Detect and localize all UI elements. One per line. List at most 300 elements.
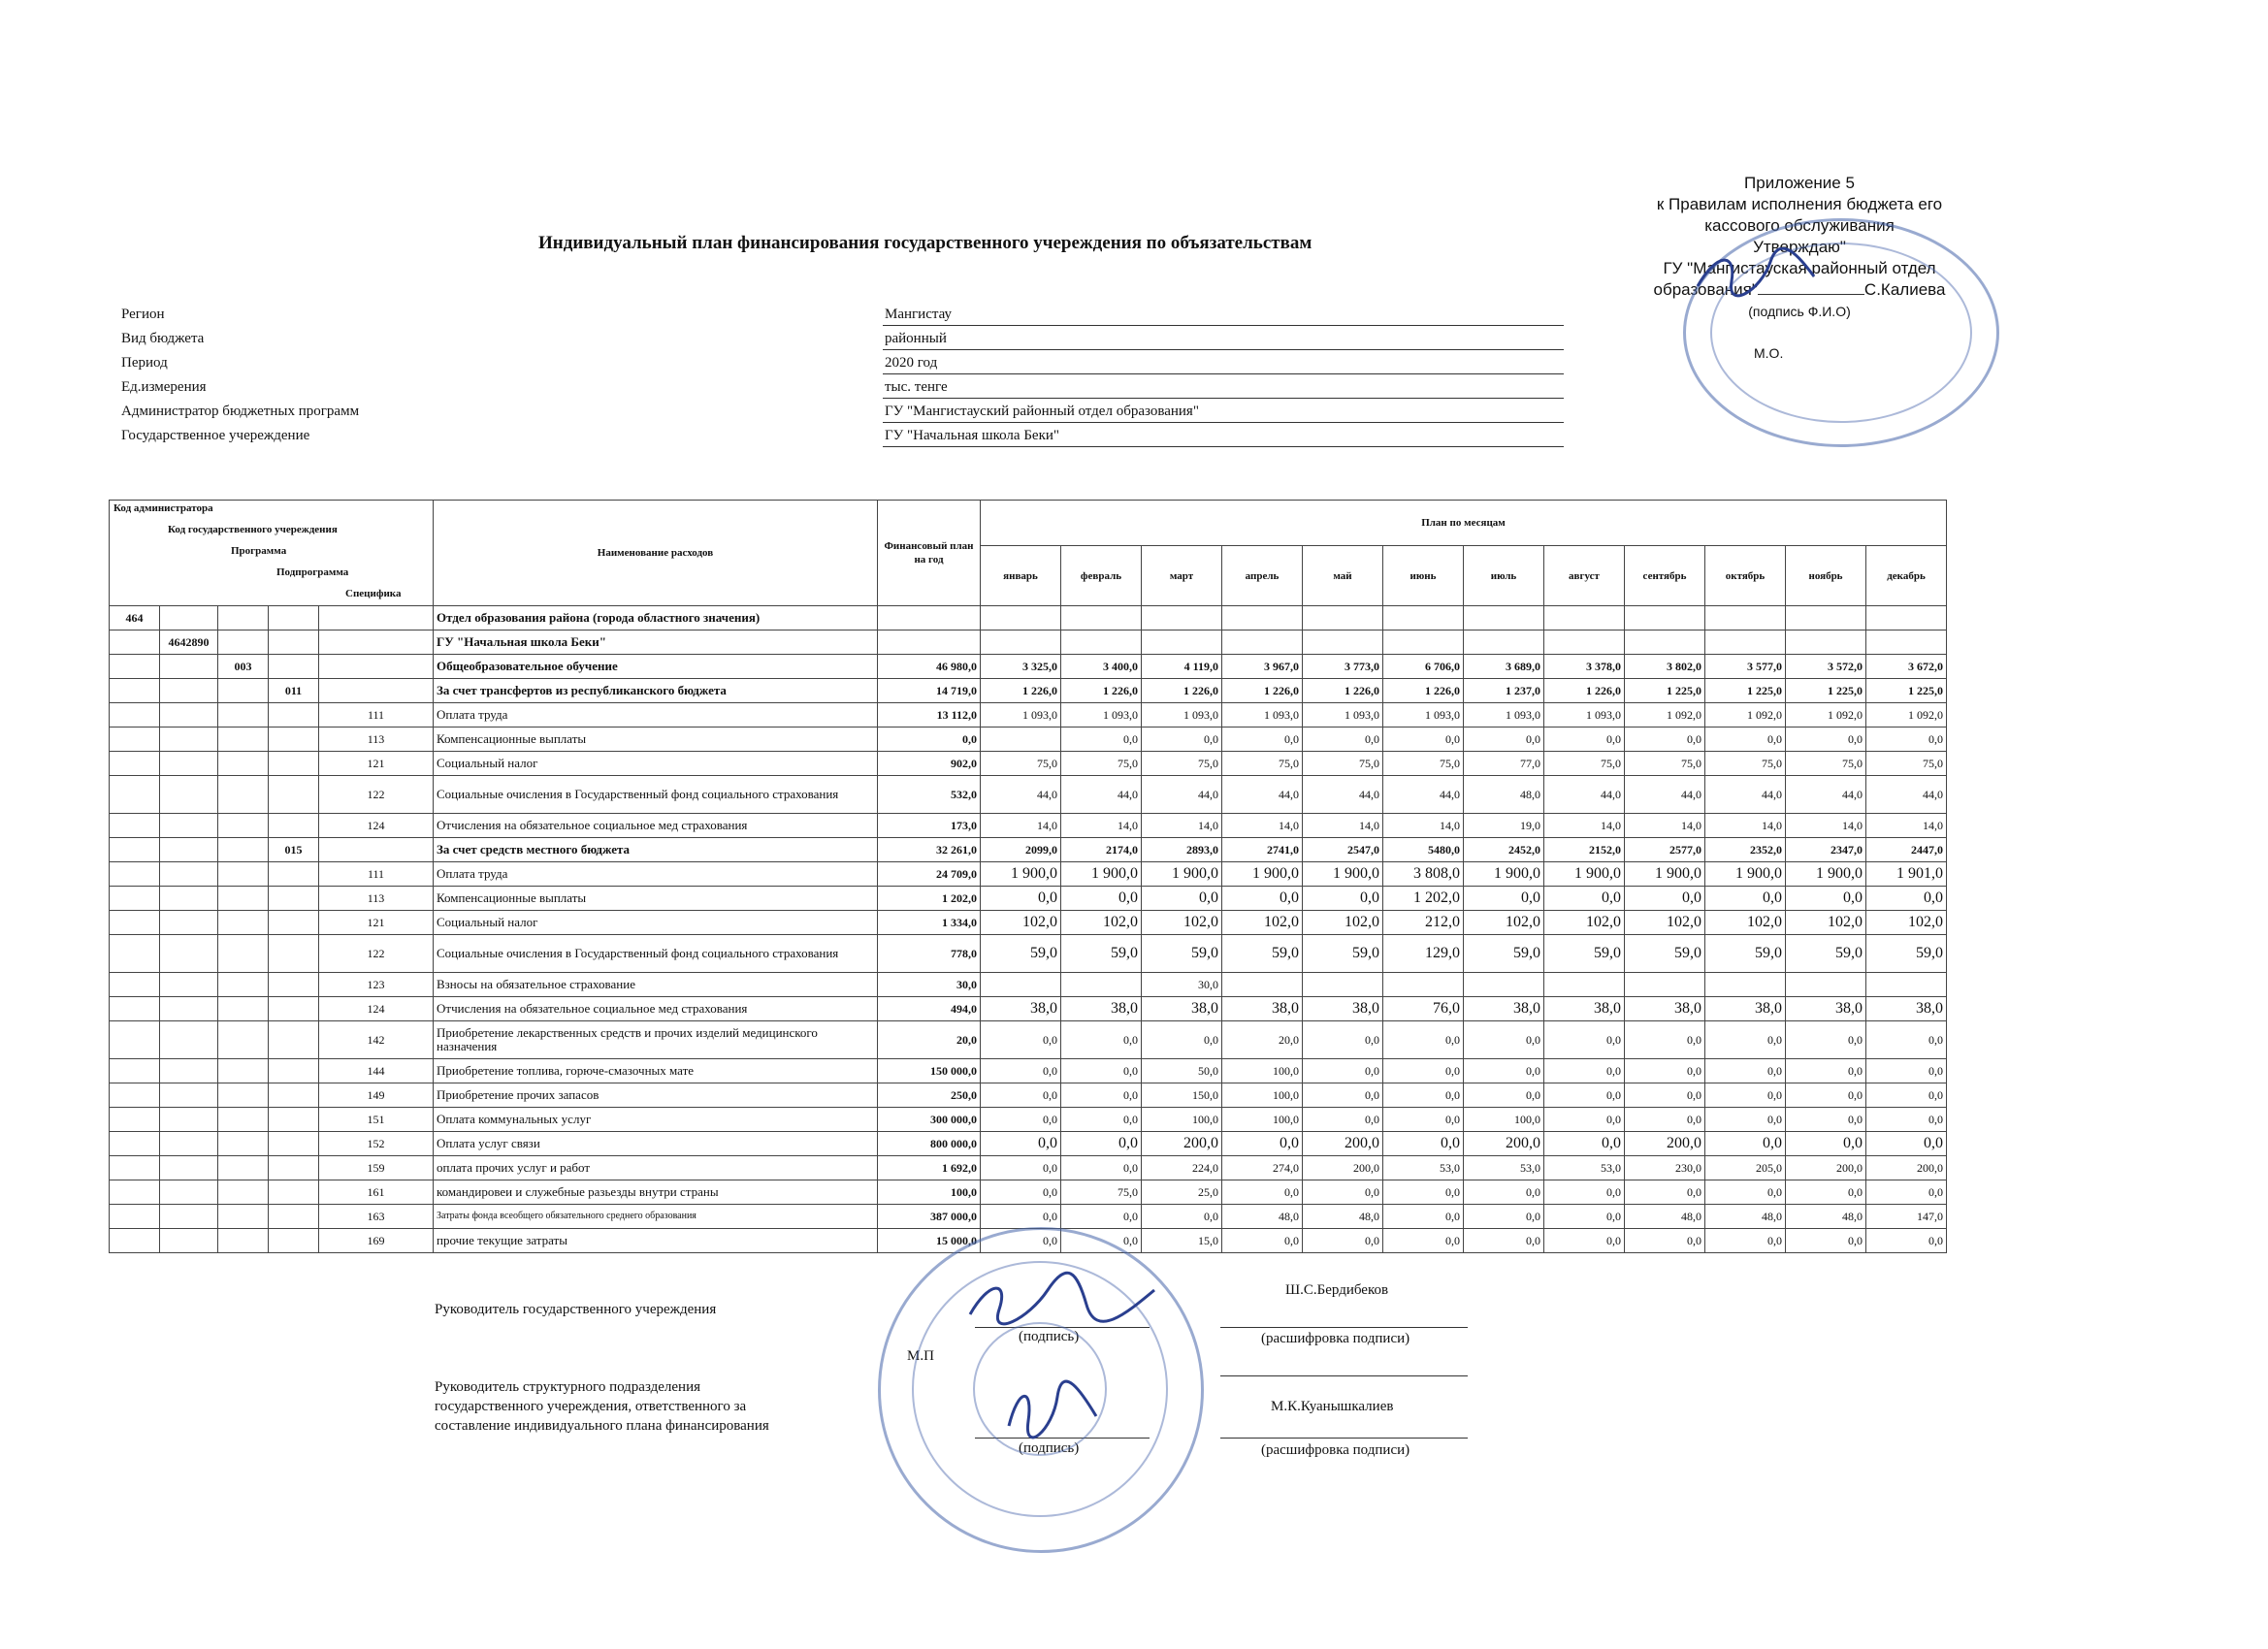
struct-name: М.К.Куанышкалиев [1271, 1399, 1394, 1414]
month-value-cell: 0,0 [1303, 1059, 1383, 1083]
month-value-cell: 0,0 [1061, 728, 1142, 752]
month-value-cell: 0,0 [1544, 1108, 1625, 1132]
table-row [110, 679, 1947, 703]
expense-name-cell: Приобретение топлива, горюче-смазочных мате [434, 1059, 878, 1083]
month-value-cell: 44,0 [1383, 776, 1464, 814]
month-value-cell: 0,0 [1061, 887, 1142, 911]
month-value-cell: 0,0 [1544, 1205, 1625, 1229]
month-value-cell [1061, 973, 1142, 997]
month-value-cell: 102,0 [1303, 911, 1383, 935]
code-cell [269, 752, 319, 776]
month-value-cell: 0,0 [1866, 1108, 1947, 1132]
expense-name-cell: Социальные очисления в Государственный фонд социального страхования [434, 935, 878, 973]
month-value-cell: 1 900,0 [1786, 862, 1866, 887]
financial-plan-cell: 24 709,0 [878, 862, 981, 887]
month-value-cell: 102,0 [1625, 911, 1705, 935]
month-value-cell: 200,0 [1303, 1156, 1383, 1180]
month-value-cell: 0,0 [1061, 1108, 1142, 1132]
meta-label: Период [121, 355, 168, 371]
month-value-cell: 48,0 [1786, 1205, 1866, 1229]
expense-name-cell: Оплата коммунальных услуг [434, 1108, 878, 1132]
table-row [110, 752, 1947, 776]
month-value-cell: 0,0 [1383, 728, 1464, 752]
code-cell [160, 679, 218, 703]
code-cell [110, 1229, 160, 1253]
table-row [110, 1108, 1947, 1132]
month-value-cell: 50,0 [1142, 1059, 1222, 1083]
month-value-cell: 0,0 [1464, 1180, 1544, 1205]
code-cell [110, 655, 160, 679]
month-value-cell [1866, 606, 1947, 630]
code-cell [160, 1108, 218, 1132]
month-value-cell: 0,0 [1464, 1205, 1544, 1229]
month-value-cell: 25,0 [1142, 1180, 1222, 1205]
month-value-cell: 200,0 [1625, 1132, 1705, 1156]
month-value-cell: 0,0 [1303, 1021, 1383, 1059]
month-value-cell: 14,0 [1303, 814, 1383, 838]
financial-plan-cell: 173,0 [878, 814, 981, 838]
month-value-cell: 1 900,0 [1625, 862, 1705, 887]
month-value-cell: 2447,0 [1866, 838, 1947, 862]
month-value-cell: 1 092,0 [1866, 703, 1947, 728]
month-value-cell: 14,0 [981, 814, 1061, 838]
month-value-cell: 0,0 [1303, 1083, 1383, 1108]
code-cell [110, 814, 160, 838]
month-value-cell [1544, 973, 1625, 997]
month-value-cell: 1 225,0 [1866, 679, 1947, 703]
month-value-cell [1786, 630, 1866, 655]
table-row [110, 838, 1947, 862]
month-value-cell: 6 706,0 [1383, 655, 1464, 679]
table-row [110, 973, 1947, 997]
code-cell [160, 606, 218, 630]
month-value-cell [1383, 630, 1464, 655]
code-cell [269, 1180, 319, 1205]
month-value-cell: 0,0 [1383, 1108, 1464, 1132]
month-value-cell: 14,0 [1383, 814, 1464, 838]
table-row [110, 1180, 1947, 1205]
table-row [110, 935, 1947, 973]
month-value-cell: 48,0 [1464, 776, 1544, 814]
month-value-cell: 0,0 [1625, 728, 1705, 752]
month-value-cell: 0,0 [1383, 1083, 1464, 1108]
month-value-cell: 75,0 [981, 752, 1061, 776]
table-row [110, 1083, 1947, 1108]
month-value-cell: 1 226,0 [981, 679, 1061, 703]
month-value-cell: 0,0 [1383, 1132, 1464, 1156]
month-value-cell: 44,0 [1786, 776, 1866, 814]
code-cell [160, 862, 218, 887]
month-value-cell: 4 119,0 [1142, 655, 1222, 679]
code-cell [319, 655, 434, 679]
struct-signature [999, 1377, 1106, 1445]
month-value-cell: 0,0 [1142, 1021, 1222, 1059]
table-row [110, 655, 1947, 679]
code-cell [110, 1132, 160, 1156]
code-cell: 142 [319, 1021, 434, 1059]
month-value-cell: 48,0 [1303, 1205, 1383, 1229]
month-value-cell: 0,0 [1786, 1059, 1866, 1083]
code-cell [110, 703, 160, 728]
struct-label-2: государственного учереждения, ответственного за [435, 1399, 747, 1414]
financial-plan-cell: 46 980,0 [878, 655, 981, 679]
month-value-cell [1222, 606, 1303, 630]
code-cell [218, 776, 269, 814]
meta-label: Регион [121, 307, 165, 322]
expense-name-cell: За счет средств местного бюджета [434, 838, 878, 862]
month-value-cell: 14,0 [1625, 814, 1705, 838]
month-value-cell [1625, 606, 1705, 630]
month-value-cell: 1 226,0 [1303, 679, 1383, 703]
month-value-cell: 75,0 [1222, 752, 1303, 776]
expense-name-cell: Компенсационные выплаты [434, 887, 878, 911]
month-header: июнь [1383, 546, 1464, 606]
mp-label: М.П [907, 1348, 934, 1364]
month-value-cell: 0,0 [1786, 728, 1866, 752]
month-value-cell: 0,0 [981, 1180, 1061, 1205]
month-value-cell: 100,0 [1222, 1059, 1303, 1083]
code-cell: 011 [269, 679, 319, 703]
month-value-cell: 1 900,0 [1061, 862, 1142, 887]
code-cell: 4642890 [160, 630, 218, 655]
meta-value: ГУ "Мангистауский районный отдел образования" [883, 402, 1564, 423]
month-value-cell: 75,0 [1786, 752, 1866, 776]
month-value-cell: 44,0 [1061, 776, 1142, 814]
approval-mp: М.О. [1754, 345, 1784, 361]
month-value-cell: 38,0 [1544, 997, 1625, 1021]
month-value-cell: 274,0 [1222, 1156, 1303, 1180]
month-value-cell: 0,0 [1786, 1108, 1866, 1132]
month-header: апрель [1222, 546, 1303, 606]
meta-label: Вид бюджета [121, 331, 205, 346]
code-cell [319, 630, 434, 655]
code-cell [269, 630, 319, 655]
month-value-cell [981, 630, 1061, 655]
code-cell [160, 814, 218, 838]
month-value-cell: 1 093,0 [1544, 703, 1625, 728]
month-value-cell [1464, 973, 1544, 997]
code-cell [218, 630, 269, 655]
month-value-cell: 0,0 [1705, 1132, 1786, 1156]
month-value-cell: 0,0 [1866, 728, 1947, 752]
table-row [110, 1059, 1947, 1083]
meta-value: ГУ "Начальная школа Беки" [883, 426, 1564, 447]
month-value-cell: 2452,0 [1464, 838, 1544, 862]
financial-plan-header: Финансовый план на год [878, 501, 981, 606]
code-cell [269, 655, 319, 679]
month-value-cell [1625, 973, 1705, 997]
code-cell [218, 1229, 269, 1253]
code-cell [269, 1132, 319, 1156]
month-value-cell: 1 225,0 [1625, 679, 1705, 703]
code-cell [110, 911, 160, 935]
code-cell [269, 1021, 319, 1059]
month-value-cell [981, 728, 1061, 752]
financial-plan-cell: 532,0 [878, 776, 981, 814]
month-value-cell: 100,0 [1464, 1108, 1544, 1132]
appendix-line: Приложение 5 [1744, 174, 1855, 192]
expense-name-cell: Взносы на обязательное страхование [434, 973, 878, 997]
month-value-cell: 44,0 [1544, 776, 1625, 814]
month-value-cell: 0,0 [1464, 887, 1544, 911]
head-decode-caption: (расшифровка подписи) [1261, 1331, 1410, 1346]
month-value-cell: 102,0 [1464, 911, 1544, 935]
financing-table [109, 500, 1947, 1253]
month-value-cell [1625, 630, 1705, 655]
month-value-cell: 1 093,0 [1061, 703, 1142, 728]
month-value-cell: 102,0 [1222, 911, 1303, 935]
month-value-cell: 2174,0 [1061, 838, 1142, 862]
month-value-cell: 75,0 [1705, 752, 1786, 776]
code-cell [160, 973, 218, 997]
month-header: март [1142, 546, 1222, 606]
month-value-cell: 200,0 [1866, 1156, 1947, 1180]
month-value-cell [1303, 630, 1383, 655]
month-value-cell [1142, 630, 1222, 655]
code-cell: 151 [319, 1108, 434, 1132]
code-cell: 159 [319, 1156, 434, 1180]
month-value-cell: 102,0 [1544, 911, 1625, 935]
month-value-cell: 0,0 [981, 887, 1061, 911]
month-value-cell: 3 572,0 [1786, 655, 1866, 679]
month-value-cell: 2347,0 [1786, 838, 1866, 862]
financial-plan-cell: 100,0 [878, 1180, 981, 1205]
month-value-cell: 0,0 [1061, 1205, 1142, 1229]
expense-name-cell: ГУ "Начальная школа Беки" [434, 630, 878, 655]
month-value-cell [1705, 630, 1786, 655]
month-value-cell: 0,0 [1061, 1229, 1142, 1253]
month-value-cell: 38,0 [1303, 997, 1383, 1021]
month-value-cell: 150,0 [1142, 1083, 1222, 1108]
month-value-cell: 102,0 [981, 911, 1061, 935]
month-value-cell: 3 967,0 [1222, 655, 1303, 679]
month-value-cell [1142, 606, 1222, 630]
approver-org: ГУ "Мангистауская районный отдел [1663, 259, 1936, 277]
code-cell [218, 1132, 269, 1156]
approver-line: образования" С.Калиева [1653, 280, 1946, 299]
month-value-cell [1544, 630, 1625, 655]
code-cell [269, 814, 319, 838]
expense-name-cell: Приобретение прочих запасов [434, 1083, 878, 1108]
month-value-cell: 0,0 [1625, 1180, 1705, 1205]
month-value-cell: 0,0 [1786, 1021, 1866, 1059]
code-cell [160, 1229, 218, 1253]
meta-value: Мангистау [883, 305, 1564, 326]
month-value-cell: 75,0 [1061, 752, 1142, 776]
month-value-cell: 0,0 [1786, 887, 1866, 911]
month-value-cell: 0,0 [1866, 1021, 1947, 1059]
month-value-cell: 1 093,0 [1464, 703, 1544, 728]
month-value-cell: 44,0 [1303, 776, 1383, 814]
month-value-cell: 1 093,0 [1303, 703, 1383, 728]
month-value-cell: 0,0 [1222, 1229, 1303, 1253]
code-cell [110, 752, 160, 776]
code-header [110, 501, 434, 606]
code-cell: 124 [319, 814, 434, 838]
month-value-cell: 0,0 [1544, 1180, 1625, 1205]
month-value-cell: 1 900,0 [981, 862, 1061, 887]
code-cell [110, 679, 160, 703]
month-value-cell: 44,0 [1866, 776, 1947, 814]
month-header: август [1544, 546, 1625, 606]
code-cell [218, 838, 269, 862]
code-cell [269, 776, 319, 814]
month-value-cell [1866, 630, 1947, 655]
financial-plan-cell: 902,0 [878, 752, 981, 776]
month-value-cell: 1 226,0 [1061, 679, 1142, 703]
month-value-cell [1061, 606, 1142, 630]
month-value-cell: 59,0 [1222, 935, 1303, 973]
expense-name-cell: командировеи и служебные разьезды внутри страны [434, 1180, 878, 1205]
code-cell: 169 [319, 1229, 434, 1253]
month-header: ноябрь [1786, 546, 1866, 606]
code-cell: 121 [319, 911, 434, 935]
code-cell [160, 887, 218, 911]
month-value-cell: 59,0 [1786, 935, 1866, 973]
code-cell [269, 1059, 319, 1083]
month-value-cell: 44,0 [981, 776, 1061, 814]
head-signature [960, 1261, 1164, 1339]
month-value-cell: 0,0 [1142, 728, 1222, 752]
expense-name-header: Наименование расходов [434, 501, 878, 606]
code-cell [160, 1132, 218, 1156]
month-value-cell: 44,0 [1705, 776, 1786, 814]
month-value-cell: 200,0 [1464, 1132, 1544, 1156]
month-value-cell: 1 093,0 [1383, 703, 1464, 728]
table-row [110, 1156, 1947, 1180]
code-cell [160, 752, 218, 776]
table-row [110, 887, 1947, 911]
month-value-cell: 0,0 [1625, 887, 1705, 911]
month-value-cell: 205,0 [1705, 1156, 1786, 1180]
month-value-cell: 38,0 [1786, 997, 1866, 1021]
month-value-cell: 100,0 [1222, 1108, 1303, 1132]
code-cell [110, 973, 160, 997]
month-value-cell: 38,0 [981, 997, 1061, 1021]
month-value-cell: 3 802,0 [1625, 655, 1705, 679]
month-value-cell: 2352,0 [1705, 838, 1786, 862]
page-title: Индивидуальный план финансирования государственного учереждения по объязательствам [538, 233, 1312, 253]
code-cell: 161 [319, 1180, 434, 1205]
month-header: октябрь [1705, 546, 1786, 606]
month-value-cell [1464, 630, 1544, 655]
month-value-cell: 0,0 [1464, 1059, 1544, 1083]
month-header: май [1303, 546, 1383, 606]
month-header: декабрь [1866, 546, 1947, 606]
month-value-cell: 2893,0 [1142, 838, 1222, 862]
month-value-cell: 0,0 [1303, 1180, 1383, 1205]
month-value-cell: 102,0 [1786, 911, 1866, 935]
code-cell: 113 [319, 887, 434, 911]
month-value-cell [981, 606, 1061, 630]
month-value-cell: 0,0 [1544, 1021, 1625, 1059]
month-value-cell: 0,0 [1464, 1229, 1544, 1253]
month-value-cell: 3 577,0 [1705, 655, 1786, 679]
month-value-cell: 5480,0 [1383, 838, 1464, 862]
month-value-cell: 2152,0 [1544, 838, 1625, 862]
code-cell [269, 862, 319, 887]
month-value-cell: 14,0 [1786, 814, 1866, 838]
code-cell: 003 [218, 655, 269, 679]
month-value-cell: 0,0 [1705, 887, 1786, 911]
month-value-cell: 0,0 [1705, 1180, 1786, 1205]
code-cell [269, 728, 319, 752]
month-value-cell: 0,0 [1061, 1021, 1142, 1059]
financial-plan-cell: 15 000,0 [878, 1229, 981, 1253]
table-row [110, 862, 1947, 887]
code-cell [218, 703, 269, 728]
month-value-cell: 75,0 [1544, 752, 1625, 776]
month-value-cell: 38,0 [1061, 997, 1142, 1021]
approver-name: С.Калиева [1863, 280, 1946, 299]
month-value-cell: 0,0 [1303, 1229, 1383, 1253]
code-cell [110, 838, 160, 862]
code-cell: 124 [319, 997, 434, 1021]
code-cell [218, 606, 269, 630]
code-cell [319, 838, 434, 862]
month-value-cell: 0,0 [1544, 1059, 1625, 1083]
code-cell [160, 776, 218, 814]
financial-plan-cell: 150 000,0 [878, 1059, 981, 1083]
code-cell [110, 1108, 160, 1132]
expense-name-cell: Общеобразовательное обучение [434, 655, 878, 679]
code-cell [160, 1059, 218, 1083]
month-value-cell: 1 900,0 [1544, 862, 1625, 887]
table-row [110, 606, 1947, 630]
month-value-cell: 15,0 [1142, 1229, 1222, 1253]
financial-plan-cell: 300 000,0 [878, 1108, 981, 1132]
month-value-cell: 0,0 [1625, 1059, 1705, 1083]
code-cell [160, 728, 218, 752]
expense-name-cell: Отчисления на обязательное социальное мед страхования [434, 814, 878, 838]
table-row [110, 1205, 1947, 1229]
month-value-cell: 0,0 [1303, 887, 1383, 911]
month-value-cell: 77,0 [1464, 752, 1544, 776]
code-cell: 111 [319, 862, 434, 887]
head-name-line [1220, 1327, 1468, 1328]
month-value-cell: 1 226,0 [1222, 679, 1303, 703]
month-value-cell: 44,0 [1625, 776, 1705, 814]
code-cell [218, 1108, 269, 1132]
expense-name-cell: прочие текущие затраты [434, 1229, 878, 1253]
month-header: январь [981, 546, 1061, 606]
month-value-cell: 0,0 [1786, 1083, 1866, 1108]
table-row [110, 814, 1947, 838]
month-value-cell [1303, 973, 1383, 997]
month-value-cell: 0,0 [1383, 1229, 1464, 1253]
table-row [110, 630, 1947, 655]
month-value-cell: 14,0 [1866, 814, 1947, 838]
month-value-cell: 0,0 [1222, 1180, 1303, 1205]
code-cell [160, 703, 218, 728]
expense-name-cell: Отчисления на обязательное социальное мед страхования [434, 997, 878, 1021]
code-cell [110, 1083, 160, 1108]
code-cell: 015 [269, 838, 319, 862]
month-value-cell: 1 092,0 [1625, 703, 1705, 728]
month-value-cell: 3 378,0 [1544, 655, 1625, 679]
code-cell [218, 752, 269, 776]
code-cell [269, 973, 319, 997]
month-value-cell: 0,0 [1061, 1083, 1142, 1108]
code-cell [218, 679, 269, 703]
month-value-cell: 0,0 [981, 1108, 1061, 1132]
month-value-cell: 0,0 [1383, 1021, 1464, 1059]
financial-plan-cell: 387 000,0 [878, 1205, 981, 1229]
month-value-cell: 0,0 [1544, 1132, 1625, 1156]
code-cell [269, 935, 319, 973]
month-value-cell: 0,0 [1464, 1083, 1544, 1108]
month-value-cell: 38,0 [1142, 997, 1222, 1021]
